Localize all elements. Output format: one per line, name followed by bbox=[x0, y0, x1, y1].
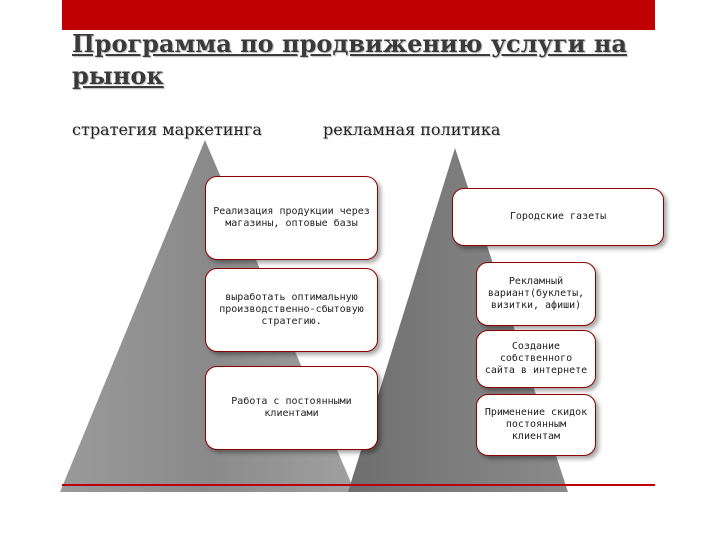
bottom-accent-line bbox=[62, 484, 655, 486]
slide-title: Программа по продвижению услуги на рынок bbox=[72, 29, 627, 90]
box-sales-through-stores: Реализация продукции через магазины, оптовые базы bbox=[205, 176, 378, 260]
box-city-newspapers: Городские газеты bbox=[452, 188, 664, 246]
box-production-strategy: выработать оптимальную производственно-сбытовую стратегию. bbox=[205, 268, 378, 352]
label-marketing-strategy: стратегия маркетинга bbox=[72, 120, 262, 139]
box-company-website: Создание собственного сайта в интернете bbox=[476, 330, 596, 388]
label-advertising-policy: рекламная политика bbox=[323, 120, 501, 139]
box-client-discounts: Применение скидок постоянным клиентам bbox=[476, 394, 596, 456]
box-advertising-materials: Рекламный вариант(буклеты, визитки, афиши) bbox=[476, 262, 596, 326]
box-regular-clients: Работа с постоянными клиентами bbox=[205, 366, 378, 450]
